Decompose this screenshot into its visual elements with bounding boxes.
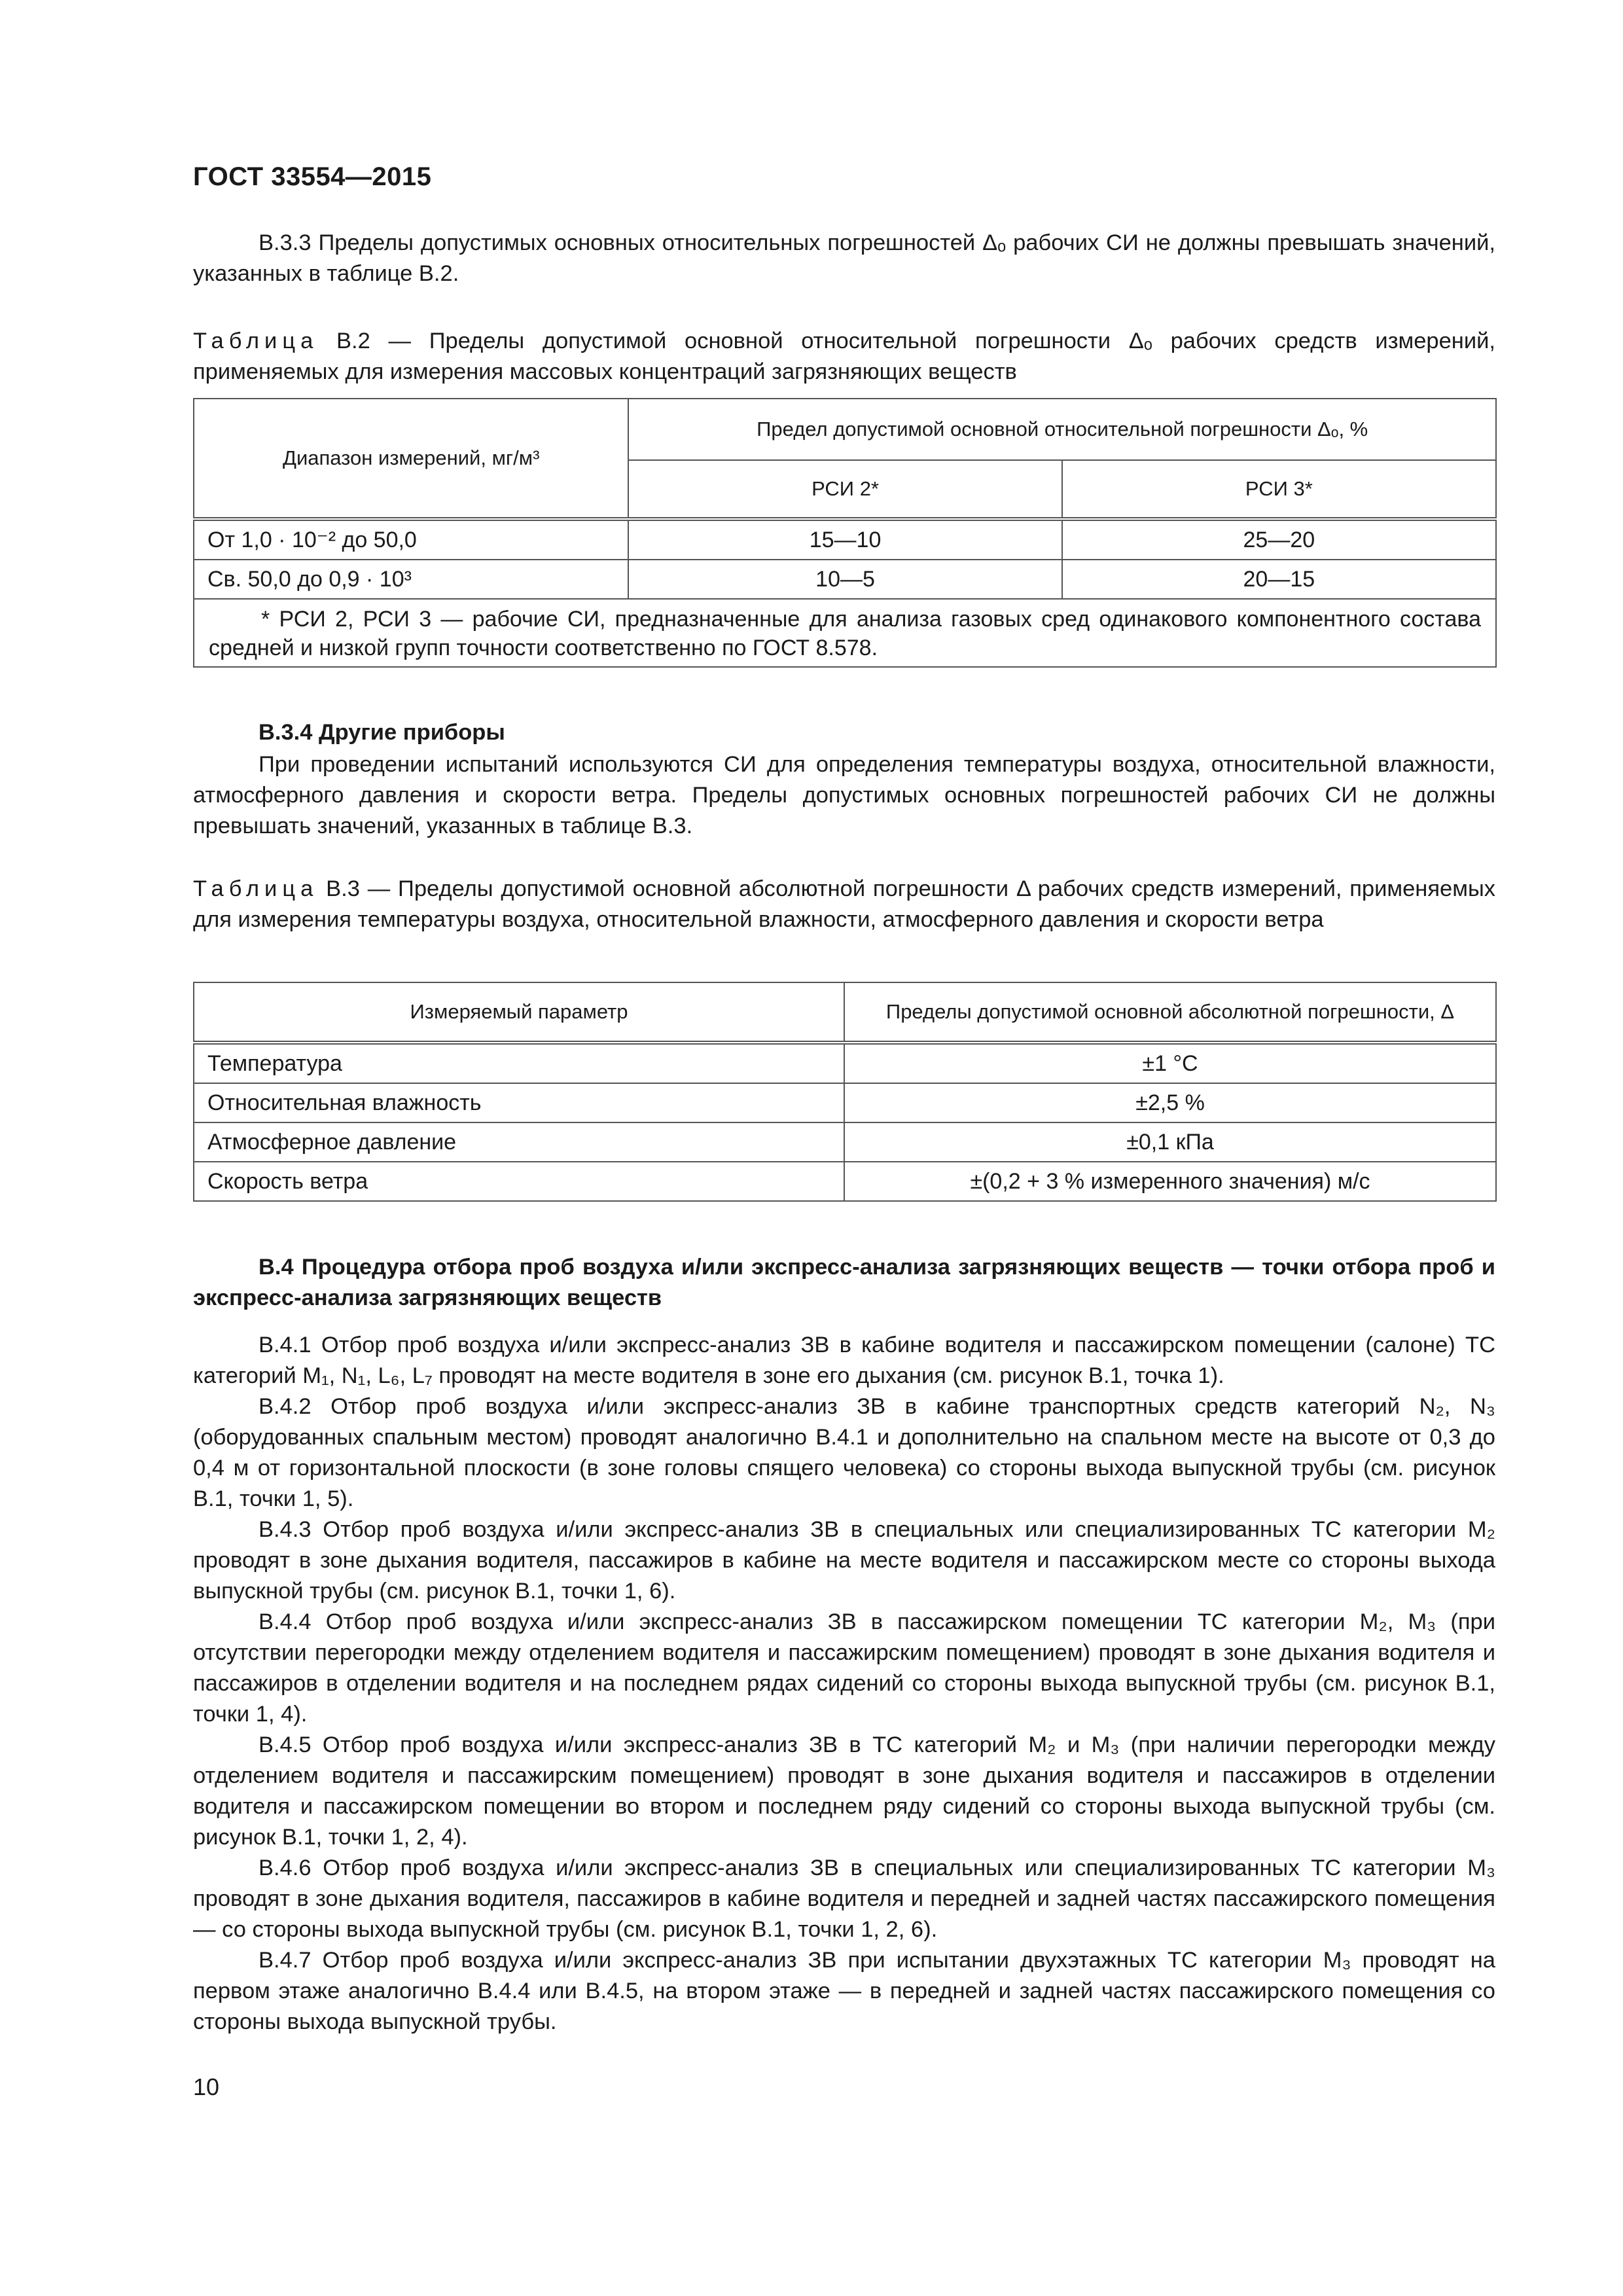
cell-param: Атмосферное давление [194,1122,844,1162]
paragraph-b42: В.4.2 Отбор проб воздуха и/или экспресс-анализ ЗВ в кабине транспортных средств категорий N₂, N₃ (оборудованных спальным местом) проводят аналогично В.4.1 и дополнительно на спальном месте на высоте от 0,3 до 0,4 м от горизонтальной плоскости (в зоне головы спящего человека) со стороны выхода выпускной трубы (см. рисунок В.1, точки 1, 5). [193,1394,1495,1511]
paragraph-b44: В.4.4 Отбор проб воздуха и/или экспресс-анализ ЗВ в пассажирском помещении ТС категории M₂, M₃ (при отсутствии перегородки между отделением водителя и пассажирским помещением) проводят в зоне дыхания водителя и пассажиров в отделении водителя и на последнем рядах сидений со стороны выхода выпускной трубы (см. рисунок В.1, точки 1, 4). [193,1609,1495,1727]
table-b3 [193,982,1497,1202]
table-b3-caption [193,874,1495,935]
col-header-error: Пределы допустимой основной абсолютной погрешности, Δ [844,982,1496,1043]
cell-rsi3: 25—20 [1062,519,1496,560]
cell-rsi3: 20—15 [1062,560,1496,599]
paragraph-b33: В.3.3 Пределы допустимых основных относительных погрешностей Δₒ рабочих СИ не должны превышать значений, указанных в таблице В.2. [193,230,1495,286]
table-row [194,1083,1496,1122]
paragraph-b45: В.4.5 Отбор проб воздуха и/или экспресс-анализ ЗВ в ТС категорий M₂ и M₃ (при наличии перегородки между отделением водителя и пассажирским помещением) проводят в зоне дыхания водителя и пассажиров в отделении водителя и пассажирском помещении во втором и последнем ряду сидений со стороны выхода выпускной трубы (см. рисунок В.1, точки 1, 2, 4). [193,1732,1495,1850]
heading-b34: В.3.4 Другие приборы [259,720,505,745]
cell-param: Скорость ветра [194,1162,844,1201]
paragraph-b46: В.4.6 Отбор проб воздуха и/или экспресс-анализ ЗВ в специальных или специализированных ТС категории M₃ проводят в зоне дыхания водителя, пассажиров в кабине водителя и передней и задней частях пассажирского помещения — со стороны выхода выпускной трубы (см. рисунок В.1, точки 1, 2, 6). [193,1856,1495,1942]
paragraph-b47: В.4.7 Отбор проб воздуха и/или экспресс-анализ ЗВ при испытании двухэтажных ТС категории M₃ проводят на первом этаже аналогично В.4.4 или В.4.5, на втором этаже — в передней и задней частях пассажирского помещения со стороны выхода выпускной трубы. [193,1948,1495,2034]
cell-param: Температура [194,1043,844,1083]
col-header-group: Предел допустимой основной относительной погрешности Δₒ, % [628,399,1496,460]
table-row [194,519,1496,560]
paragraph-b41: В.4.1 Отбор проб воздуха и/или экспресс-анализ ЗВ в кабине водителя и пассажирском помещении (салоне) ТС категорий M₁, N₁, L₆, L₇ проводят на месте водителя в зоне его дыхания (см. рисунок В.1, точка 1). [193,1333,1495,1388]
page-number: 10 [193,2073,220,2100]
cell-error: ±0,1 кПа [844,1122,1496,1162]
cell-range: От 1,0 · 10⁻² до 50,0 [194,519,628,560]
col-header-rsi3: РСИ 3* [1062,460,1496,519]
table-row [194,560,1496,599]
col-header-range: Диапазон измерений, мг/м³ [194,399,628,519]
col-header-param: Измеряемый параметр [194,982,844,1043]
cell-error: ±(0,2 + 3 % измеренного значения) м/с [844,1162,1496,1201]
heading-b4: В.4 Процедура отбора проб воздуха и/или экспресс-анализа загрязняющих веществ — точки отбора проб и экспресс-анализа загрязняющих веществ [193,1255,1495,1310]
cell-error: ±2,5 % [844,1083,1496,1122]
document-header: ГОСТ 33554—2015 [193,162,432,191]
col-header-rsi2: РСИ 2* [628,460,1061,519]
table-row [194,1122,1496,1162]
table-label: Таблица [193,329,319,353]
table-label: Таблица [193,876,319,901]
table-note-row [194,599,1496,667]
paragraph-b34: При проведении испытаний используются СИ для определения температуры воздуха, относительной влажности, атмосферного давления и скорости ветра. Пределы допустимых основных погрешностей рабочих СИ не должны превышать значений, указанных в таблице В.3. [193,752,1495,838]
cell-rsi2: 15—10 [628,519,1061,560]
table-b2-caption [193,326,1495,387]
table-row [194,1162,1496,1201]
paragraph-b43: В.4.3 Отбор проб воздуха и/или экспресс-анализ ЗВ в специальных или специализированных ТС категории M₂ проводят в зоне дыхания водителя, пассажиров в кабине на месте водителя и пассажирском месте со стороны выхода выпускной трубы (см. рисунок В.1, точки 1, 6). [193,1517,1495,1604]
table-caption-text: В.2 — Пределы допустимой основной относительной погрешности Δₒ рабочих средств измерений, применяемых для измерения массовых концентраций загрязняющих веществ [193,329,1495,384]
table-note: * РСИ 2, РСИ 3 — рабочие СИ, предназначенные для анализа газовых сред одинакового компонентного состава средней и низкой групп точности соответственно по ГОСТ 8.578. [194,599,1496,667]
table-row [194,1043,1496,1083]
cell-rsi2: 10—5 [628,560,1061,599]
table-caption-text: В.3 — Пределы допустимой основной абсолютной погрешности Δ рабочих средств измерений, применяемых для измерения температуры воздуха, относительной влажности, атмосферного давления и скорости ветра [193,876,1495,932]
cell-error: ±1 °С [844,1043,1496,1083]
cell-range: Св. 50,0 до 0,9 · 10³ [194,560,628,599]
table-b2 [193,398,1497,668]
cell-param: Относительная влажность [194,1083,844,1122]
